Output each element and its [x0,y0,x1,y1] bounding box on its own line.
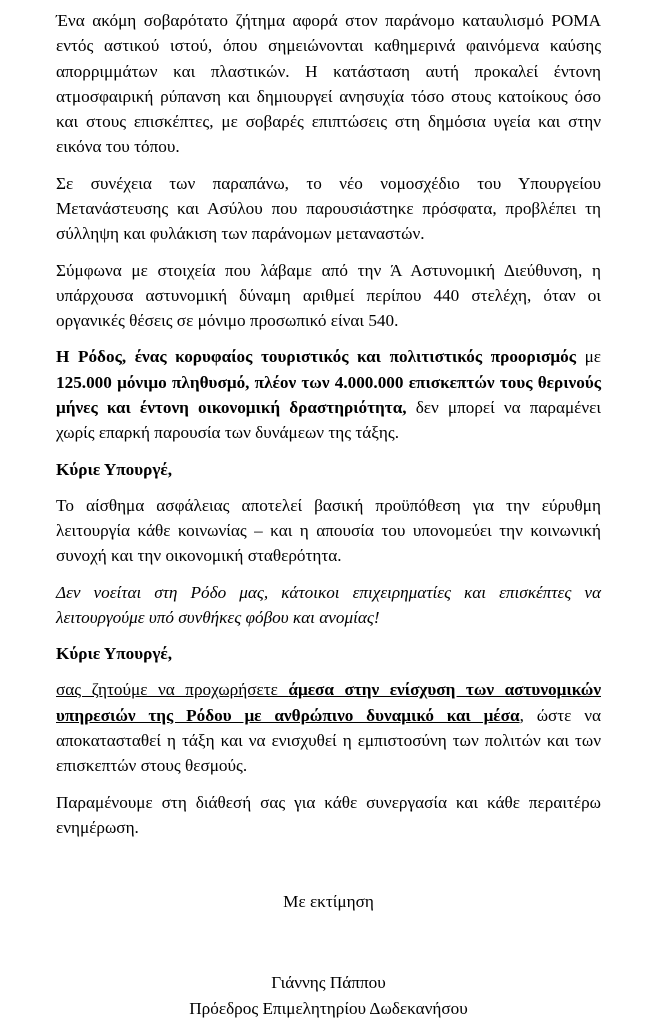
paragraph-closing-availability-run-0: Παραμένουμε στη διάθεσή σας για κάθε συνεργασία και κάθε περαιτέρω ενημέρωση. [56,792,601,837]
closing-line [56,892,601,912]
document-body [56,8,601,840]
closing-text: Με εκτίμηση [283,892,374,912]
paragraph-new-bill [56,171,601,247]
paragraph-rhodes-destination-run-1: με [575,347,602,367]
signer-name: Γιάννης Πάππου [271,973,386,993]
paragraph-new-bill-run-0: Σε συνέχεια των παραπάνω, το νέο νομοσχέδιο του Υπουργείου Μετανάστευσης και Ασύλου που παρουσιάστηκε πρόσφατα, προβλέπει τη σύλληψη και φυλάκιση των παράνομων μεταναστών. [56,173,601,244]
paragraph-no-fear-run-0: Δεν νοείται στη Ρόδο μας, κάτοικοι επιχειρηματίες και επισκέπτες να λειτουργούμε υπό συνθήκες φόβου και ανομίας! [56,582,601,627]
paragraph-rhodes-destination-run-0: Η Ρόδος, ένας κορυφαίος τουριστικός και πολιτιστικός προορισμός [56,347,576,367]
paragraph-police-figures [56,258,601,334]
paragraph-rhodes-destination-run-2: 125.000 μόνιμο πληθυσμό, πλέον των 4.000.000 επισκεπτών τους θερινούς μήνες και έντονη οικονομική δραστηριότητα, [56,372,601,417]
paragraph-no-fear [56,580,601,631]
heading-minister-2 [56,641,601,666]
paragraph-closing-availability [56,790,601,841]
heading-minister-1 [56,457,601,482]
paragraph-request-run-2: , ώστε να αποκατασταθεί η τάξη και να ενισχυθεί η εμπιστοσύνη των πολιτών και των επισκεπτών στους θεσμούς. [56,705,601,776]
signer-title: Πρόεδρος Επιμελητηρίου Δωδεκανήσου [189,998,468,1018]
paragraph-roma-camp [56,8,601,160]
heading-minister-2-run-0: Κύριε Υπουργέ, [56,644,173,664]
heading-minister-1-run-0: Κύριε Υπουργέ, [56,459,173,479]
paragraph-rhodes-destination-run-3: δεν μπορεί να παραμένει χωρίς επαρκή παρουσία των δυνάμεων της τάξης. [56,397,601,443]
paragraph-rhodes-destination [56,344,601,445]
paragraph-roma-camp-run-1: . Η κατάσταση αυτή προκαλεί έντονη ατμοσφαιρική ρύπανση και δημιουργεί ανησυχία τόσο στους κατοίκους όσο και στους επισκέπτες, με σοβαρές επιπτώσεις στη δημόσια υγεία και στην εικόνα του τόπου. [56,61,601,157]
paragraph-security-feeling-run-0: Το αίσθημα ασφάλειας αποτελεί βασική προϋπόθεση για την εύρυθμη λειτουργία κάθε κοινωνίας – και η απουσία του υπονομεύει την κοινωνική συνοχή και την οικονομική σταθερότητα. [56,495,601,566]
signature-block [56,970,601,1022]
paragraph-roma-camp-run-0: Ένα ακόμη σοβαρότατο ζήτημα αφορά στον παράνομο καταυλισμό ΡΟΜΑ εντός αστικού ιστού, όπου σημειώνονται καθημερινά φαινόμενα καύσης απορριμμάτων και πλαστικών [56,11,601,81]
paragraph-request [56,677,601,778]
paragraph-security-feeling [56,493,601,569]
paragraph-police-figures-run-0: Σύμφωνα με στοιχεία που λάβαμε από την Ά Αστυνομική Διεύθυνση, η υπάρχουσα αστυνομική δύναμη αριθμεί περίπου 440 στελέχη, όταν οι οργανικές θέσεις σε μόνιμο προσωπικό είναι 540. [56,260,601,331]
paragraph-request-run-1: άμεσα στην ενίσχυση των αστυνομικών υπηρεσιών της Ρόδου με ανθρώπινο δυναμικό και μέσα [56,680,601,725]
paragraph-request-run-0: σας ζητούμε να προχωρήσετε [56,680,289,700]
